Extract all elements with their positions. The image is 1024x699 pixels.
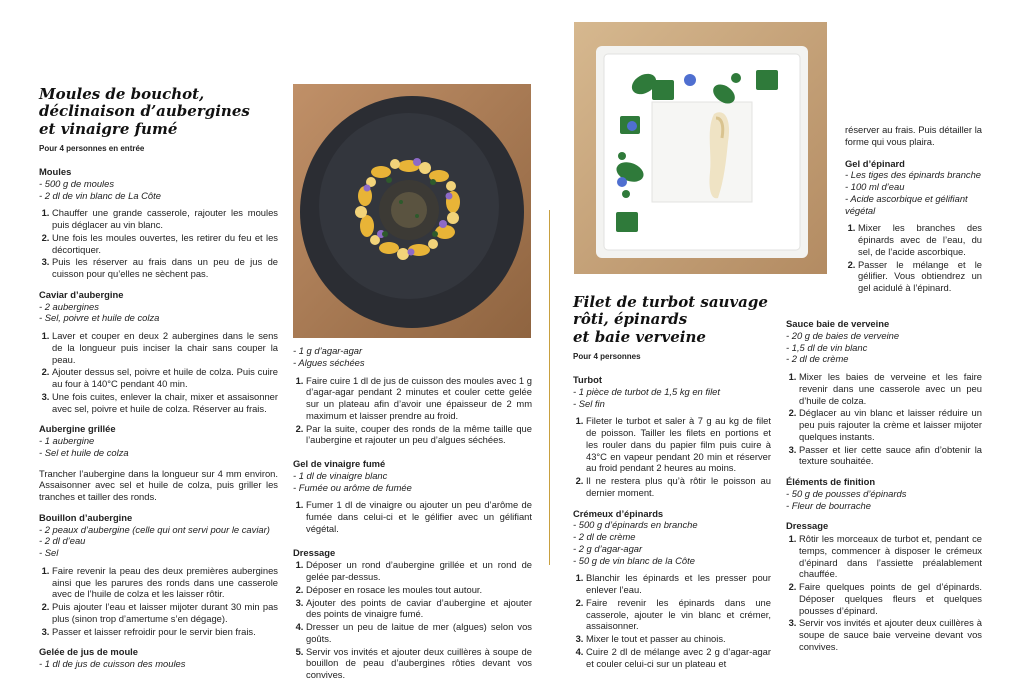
section-title: Dressage [293, 546, 336, 558]
ingredient: - Sel et huile de colza [39, 446, 129, 458]
step: 4. Dresser un peu de laitue de mer (algues) selon vos goûts. [306, 621, 532, 645]
section-gelee-cont [293, 345, 532, 446]
section-dressage-right [786, 520, 982, 652]
section-bouillon [39, 512, 278, 638]
ingredient: - Fleur de bourrache [786, 499, 871, 511]
ingredient: - Sel, poivre et huile de colza [39, 312, 160, 324]
steps-list [845, 222, 982, 294]
step: 2. Déposer en rosace les moules tout autour. [306, 584, 532, 596]
right-servings: Pour 4 personnes [573, 352, 641, 362]
step: 1. Chauffer une grande casserole, rajouter les moules puis déglacer au vin blanc. [52, 207, 278, 231]
section-gel-epinard [845, 158, 982, 294]
section-title: Caviar d’aubergine [39, 288, 124, 300]
paragraph: Trancher l’aubergine dans la longueur sur 4 mm environ. Assaisonner avec sel et huile de colza, puis griller les tranches et tailler des ronds. [39, 467, 278, 503]
left-recipe-title: Moules de bouchot, déclinaison d’aubergines et vinaigre fumé [39, 85, 250, 138]
section-title: Bouillon d’aubergine [39, 511, 133, 523]
step: 2. Ajouter dessus sel, poivre et huile de colza. Puis cuire au four à 140°C pendant 40 min. [52, 366, 278, 390]
section-title: Éléments de finition [786, 476, 876, 487]
ingredient: - Les tiges des épinards branche [845, 169, 982, 181]
steps-list [39, 207, 278, 280]
section-sauce [786, 318, 982, 467]
ingredient: - 2 aubergines [39, 300, 99, 312]
right-column-1 [573, 294, 771, 678]
steps-list [786, 371, 982, 467]
ingredient: - 2 dl d’eau [39, 535, 86, 547]
ingredient: - 2 peaux d’aubergine (celle qui ont servi pour le caviar) [39, 523, 270, 535]
section-title: Aubergine grillée [39, 423, 116, 435]
ingredient: - Sel fin [573, 397, 605, 409]
ingredient: - 1 aubergine [39, 435, 95, 447]
step: 3. Passer et laisser refroidir pour le servir bien frais. [52, 626, 278, 638]
ingredient: - 100 ml d’eau [845, 181, 905, 192]
section-title: Turbot [573, 374, 602, 386]
section-caviar [39, 289, 278, 415]
ingredient: - 500 g de moules [39, 177, 115, 189]
ingredient: - 1,5 dl de vin blanc [786, 341, 868, 353]
step: 3. Passer et lier cette sauce afin d’obtenir la texture souhaitée. [799, 444, 982, 468]
step: 3. Ajouter des points de caviar d’aubergine et ajouter des points de vinaigre fumé. [306, 597, 532, 621]
step: 3. Une fois cuites, enlever la chair, mixer et assaisonner avec sel, poivre et huile de colza. Réserver au frais. [52, 391, 278, 415]
steps-list [39, 330, 278, 414]
section-title: Gel de vinaigre fumé [293, 458, 386, 469]
ingredient: - 1 dl de jus de cuisson des moules [39, 658, 186, 670]
steps-list [293, 499, 532, 534]
mussel-dish-photo [293, 84, 531, 338]
section-title: Crémeux d’épinards [573, 507, 664, 519]
section-dressage-left [293, 547, 532, 681]
section-cremeux [573, 508, 771, 670]
step: 3. Servir vos invités et ajouter deux cuillères à soupe de sauce baie verveine devant vos convives. [799, 617, 982, 652]
ingredient: - 1 dl de vinaigre blanc [293, 469, 388, 481]
ingredient: - 20 g de baies de verveine [786, 329, 900, 341]
turbot-dish-illustration [574, 22, 827, 274]
step: 1. Faire revenir la peau des deux premières aubergines ainsi que les parures des ronds dans une casserole avec de l’huile de colza et les laisser rôtir. [52, 565, 278, 600]
step: 2. Il ne restera plus qu’à rôtir le poisson au dernier moment. [586, 475, 771, 499]
step: 1. Mixer les baies de verveine et les faire revenir dans une casserole avec un peu d’huile de colza. [799, 371, 982, 406]
section-finition [786, 476, 982, 511]
step: 1. Mixer les branches des épinards avec de l’eau, du sel, de l’acide ascorbique. [858, 222, 982, 257]
step: 2. Par la suite, couper des ronds de la même taille que l’aubergine et rajouter un peu d’algues séchées. [306, 423, 532, 447]
ingredient: - 2 dl de vin blanc de La Côte [39, 189, 161, 201]
step: 2. Faire quelques points de gel d’épinards. Déposer quelques fleurs et quelques pousses d’épinard. [799, 581, 982, 616]
ingredient: - Sel [39, 547, 59, 559]
section-title: Moules [39, 166, 72, 178]
ingredient: - Acide ascorbique et gélifiant végétal [845, 192, 968, 216]
section-moules [39, 166, 278, 280]
step: 1. Rôtir les morceaux de turbot et, pendant ce temps, commencer à disposer le crémeux d’épinard dans l’assiette préalablement chauffée. [799, 533, 982, 580]
paragraph: réserver au frais. Puis détailler la forme qui vous plaira. [845, 124, 982, 147]
section-grillee [39, 423, 278, 503]
step: 2. Puis ajouter l’eau et laisser mijoter durant 30 min pas plus (sinon trop d’amertume s’en dégage). [52, 601, 278, 625]
ingredient: - 50 g de vin blanc de la Côte [573, 554, 695, 566]
steps-list [573, 415, 771, 498]
steps-list [39, 565, 278, 638]
ingredient: - 1 pièce de turbot de 1,5 kg en filet [573, 385, 720, 397]
step: 3. Mixer le tout et passer au chinois. [586, 633, 771, 645]
ingredient: - 2 g d’agar-agar [573, 542, 643, 554]
section-title: Gel d’épinard [845, 157, 905, 169]
step: 2. Passer le mélange et le gélifier. Vous obtiendrez un gel acidulé à l’épinard. [858, 259, 982, 294]
step: 4. Cuire 2 dl de mélange avec 2 g d’agar-agar et couler celui-ci sur un plateau et [586, 646, 771, 670]
left-servings: Pour 4 personnes en entrée [39, 144, 145, 154]
section-title: Gelée de jus de moule [39, 646, 138, 658]
right-recipe-title: Filet de turbot sauvage rôti, épinards et baie verveine [573, 293, 768, 346]
step: 1. Fileter le turbot et saler à 7 g au kg de filet de poisson. Tailler les filets en portions et les rouler dans du papier film puis cuire à 43°C en vapeur pendant 20 min et réserver au froid pendant 2 heures au moins. [586, 415, 771, 474]
step: 2. Faire revenir les épinards dans une casserole, ajouter le vin blanc et crémer, assaisonner. [586, 597, 771, 632]
step: 2. Une fois les moules ouvertes, les retirer du feu et les décortiquer. [52, 232, 278, 256]
step: 1. Fumer 1 dl de vinaigre ou ajouter un peu d’arôme de fumée dans celui-ci et le gélifier avec un gélifiant végétal. [306, 499, 532, 534]
ingredient: - 1 g d’agar-agar [293, 345, 363, 356]
step: 2. Déglacer au vin blanc et laisser réduire un peu puis rajouter la crème et laisser mijoter quelques instants. [799, 407, 982, 442]
step: 5. Servir vos invités et ajouter deux cuillères à soupe de bouillon de peau d’aubergines rôties devant vos convives. [306, 646, 532, 681]
ingredient: - 500 g d’épinards en branche [573, 519, 698, 531]
steps-list [786, 533, 982, 653]
ingredient: - 2 dl de crème [786, 353, 849, 365]
ingredient: - Algues séchées [293, 356, 365, 368]
steps-list [293, 559, 532, 681]
turbot-dish-photo [574, 22, 827, 274]
section-turbot [573, 374, 771, 499]
steps-list [573, 572, 771, 669]
column-divider [549, 210, 550, 565]
ingredient: - 2 dl de crème [573, 531, 636, 543]
steps-list [293, 375, 532, 447]
step: 1. Faire cuire 1 dl de jus de cuisson des moules avec 1 g d’agar-agar pendant 2 minutes et couler cette gelée sur un plateau afin d’avoir une épaisseur de 2 mm maximum et laisser prendre au froid. [306, 375, 532, 422]
step: 1. Déposer un rond d’aubergine grillée et un rond de gelée par-dessus. [306, 559, 532, 583]
step: 1. Laver et couper en deux 2 aubergines dans le sens de la longueur puis inciser la chair sans couper la peau. [52, 330, 278, 365]
ingredient: - Fumée ou arôme de fumée [293, 481, 412, 493]
step: 3. Puis les réserver au frais dans un peu de jus de cuisson pour qu’elles ne sèchent pas. [52, 256, 278, 280]
section-title: Dressage [786, 520, 829, 532]
section-vinaigre [293, 458, 532, 535]
section-gelee [39, 646, 278, 670]
step: 1. Blanchir les épinards et les presser pour enlever l’eau. [586, 572, 771, 596]
mussel-dish-illustration [293, 84, 531, 338]
left-column-2 [293, 345, 532, 690]
right-column-2-top [845, 124, 982, 303]
ingredient: - 50 g de pousses d’épinards [786, 487, 907, 499]
right-column-2-bottom [786, 318, 982, 662]
section-title: Sauce baie de verveine [786, 318, 890, 329]
left-column-1 [39, 86, 278, 679]
